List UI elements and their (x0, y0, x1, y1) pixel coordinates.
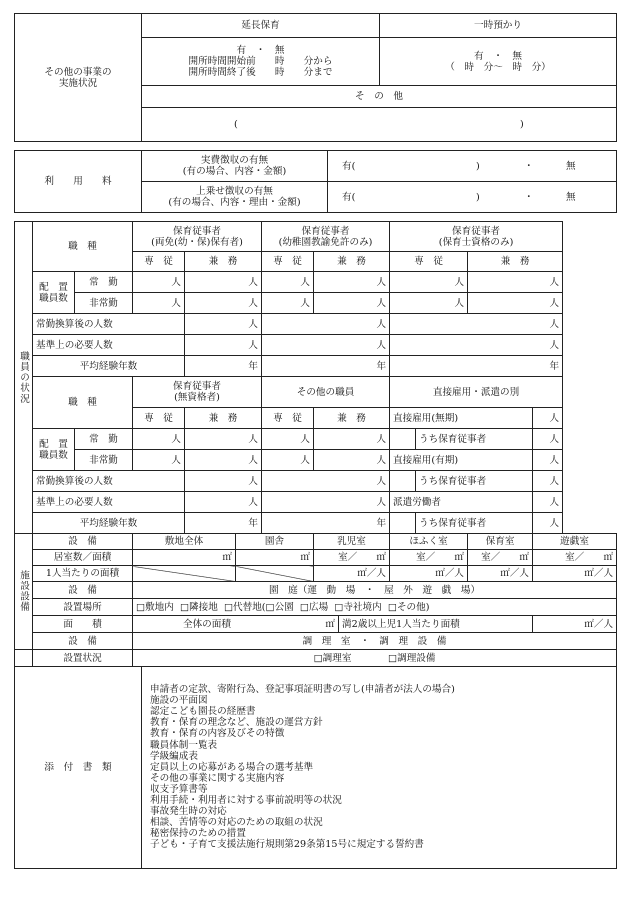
other-field: ( ) (142, 108, 617, 142)
application-form (14, 13, 616, 869)
attachment-item: 秘密保持のための措置 (150, 828, 246, 840)
loc-shrine-checkbox[interactable]: □ 寺社境内 (334, 602, 381, 613)
job-type-label-1: 職 種 (33, 222, 133, 272)
status-label: 設置状況 (33, 650, 133, 667)
col-dual-license: 保育従事者 (両免(幼・保)保有者) (133, 222, 262, 252)
full-time-2: 専 従 (262, 252, 314, 272)
col-unqualified: 保育従事者 (無資格者) (133, 377, 262, 408)
loc-park-checkbox[interactable]: □ 公園 (266, 602, 294, 613)
part-time-1: 非常勤 (75, 293, 133, 314)
job-type-label-2: 職 種 (33, 377, 133, 429)
area-label: 面 積 (33, 616, 133, 633)
ext-after: 開所時間終了後 時 分まで (188, 67, 333, 78)
of-which-care-3: うち保育従事者 (416, 513, 533, 534)
extended-care-detail (142, 38, 380, 86)
fte-label-1: 常勤換算後の人数 (33, 314, 185, 335)
loc-plaza-checkbox[interactable]: □ 広場 (300, 602, 328, 613)
other-header: そ の 他 (142, 86, 617, 108)
attachment-item: その他の事業に関する実施内容 (150, 772, 285, 784)
temp-care-header: 一時預かり (380, 14, 617, 38)
extra-charge-label: 上乗せ徴収の有無 (有の場合、内容・理由・金額) (142, 182, 328, 213)
col-infant-room: 乳児室 (314, 534, 390, 550)
col-building: 園舎 (236, 534, 314, 550)
attachment-item: 教育・保育の理念など、施設の運営方針 (150, 717, 323, 729)
per-person-label: 1人当たりの面積 (33, 566, 133, 582)
attachments-list (142, 667, 617, 868)
facility-section-label: 施設設備 (15, 534, 33, 650)
other-business-label: その他の事業の 実施状況 (15, 14, 142, 142)
actual-cost-label: 実費徴収の有無 (有の場合、内容・金額) (142, 151, 328, 182)
attachment-item: 申請者の定款、寄附行為、登記事項証明書の写し(申請者が法人の場合) (150, 684, 455, 696)
fees-label: 利 用 料 (15, 151, 142, 213)
avg-exp-label-1: 平均経験年数 (33, 356, 185, 377)
col-other-staff: その他の職員 (262, 377, 390, 408)
location-options (133, 599, 617, 616)
col-nursery-room: 保育室 (468, 534, 533, 550)
attachment-item: 認定こども園長の経歴書 (150, 706, 256, 718)
kitchen-options (133, 650, 617, 667)
col-employment-type: 直接雇用・派遣の別 (390, 377, 563, 408)
concurrent-3: 兼 務 (468, 252, 563, 272)
attachment-item: 相談、苦情等の対応のための取組の状況 (150, 817, 323, 829)
loc-on-site-checkbox[interactable]: □ 敷地内 (136, 602, 174, 613)
attachment-item: 定員以上の応募がある場合の選考基準 (150, 761, 314, 773)
staff-facility-table: 職員の状況 職 種 保育従事者 (両免(幼・保)保有者) 保育従事者 (幼稚園教諭免許のみ) 保育従事者 (保育士資格のみ) 専 従 兼 務 専 従 兼 務 専 従 兼 務 配 置 職員数 常 勤 人 人 人 人 人 人 非常勤 人 人 人 人 人 人 常勤換算後の人数 人 人 人 基準上の必要人数 人 人 人 平均経験年数 年 年 年 職 種 保育従事者 (無資格者) その他の職員 直接雇用・派遣の別 専 従 兼 務 専 従 兼 務 直接雇用(無期) 人 配 置 職員数 常 勤 人 人 人 人 うち保育従事者 人 非常勤 人 人 人 人 直接雇用(有期) 人 常勤換算後の人数 人 人 うち保育従事者 人 基準上の必要人数 人 人 派遣労働者 人 平均経験年数 年 年 うち保育従事者 人 施設設備 設 備 敷地全体 園舎 乳児室 ほふく室 保育室 遊戯室 居室数／面積 ㎡ ㎡ 室／ ㎡ 室／ ㎡ 室／ ㎡ 室／ ㎡ 1人当たりの面積 ㎡／人 ㎡／人 ㎡／人 ㎡／人 設 備 園 庭（運 動 場 ・ 屋 外 遊 戯 場） 設置場所 □ 敷地内 □ 隣接地 □ 代替地(□ 公園 □ 広場 □ 寺社境内 □ その他) 面 積 全体の面積 ㎡ 満2歳以上児1人当たり面積 ㎡／人 設 備 調 理 室 ・ 調 理 設 備 設置状況 □ 調理室 □ 調理設備 (14, 221, 617, 667)
attachment-item: 施設の平面図 (150, 695, 208, 707)
regular-1: 常 勤 (75, 272, 133, 293)
attachment-item: 利用手続・利用者に対する事前説明等の状況 (150, 794, 342, 806)
kitchen-equip-checkbox[interactable]: □ 調理設備 (388, 653, 435, 664)
full-time-1: 専 従 (133, 252, 185, 272)
attachment-item: 教育・保育の内容及びその特徴 (150, 728, 285, 740)
of-which-care-1: うち保育従事者 (416, 429, 533, 450)
rooms-area-label: 居室数／面積 (33, 550, 133, 566)
loc-other-checkbox[interactable]: □ その他) (388, 602, 430, 613)
na-site (133, 566, 236, 582)
garden-header: 園 庭（運 動 場 ・ 屋 外 遊 戯 場） (133, 582, 617, 599)
location-label: 設置場所 (33, 599, 133, 616)
attachment-item: 学級編成表 (150, 750, 198, 762)
required-label-1: 基準上の必要人数 (33, 335, 185, 356)
staff-section-label: 職員の状況 (15, 222, 33, 534)
dispatched-workers: 派遣労働者 (390, 492, 533, 513)
fees-table (14, 150, 617, 213)
placement-label-1: 配 置 職員数 (33, 272, 75, 314)
col-crawling-room: ほふく室 (390, 534, 468, 550)
direct-indefinite: 直接雇用(無期) (390, 408, 533, 429)
ext-before: 開所時間開始前 時 分から (188, 56, 333, 67)
attachment-item: 事故発生時の対応 (150, 806, 227, 818)
extended-care-header: 延長保育 (142, 14, 380, 38)
over2-area-label: 満2歳以上児1人当たり面積 (339, 616, 533, 633)
col-site: 敷地全体 (133, 534, 236, 550)
na-building (236, 566, 314, 582)
concurrent-2: 兼 務 (314, 252, 390, 272)
loc-alternate-checkbox[interactable]: □ 代替地( (224, 602, 266, 613)
other-business-table (14, 13, 617, 142)
full-time-3: 専 従 (390, 252, 468, 272)
concurrent-1: 兼 務 (185, 252, 262, 272)
col-kinder-license: 保育従事者 (幼稚園教諭免許のみ) (262, 222, 390, 252)
attachments-label: 添 付 書 類 (15, 667, 142, 868)
of-which-care-2: うち保育従事者 (416, 471, 533, 492)
placement-label-2: 配 置 職員数 (33, 429, 75, 471)
kitchen-header: 調 理 室 ・ 調 理 設 備 (133, 633, 617, 650)
direct-fixed-term: 直接雇用(有期) (390, 450, 533, 471)
total-area-cell: 全体の面積 ㎡ (133, 616, 339, 633)
loc-adjacent-checkbox[interactable]: □ 隣接地 (180, 602, 218, 613)
col-play-room: 遊戯室 (533, 534, 617, 550)
attachment-item: 収支予算書等 (150, 783, 208, 795)
attachment-item: 職員体制一覧表 (150, 739, 218, 751)
equipment-label-1: 設 備 (33, 534, 133, 550)
attachment-item: 子ども・子育て支援法施行規則第29条第15号に規定する誓約書 (150, 839, 424, 851)
ext-yesno: 有 ・ 無 (236, 45, 285, 56)
extra-charge-value: 有( ) ・ 無 (328, 182, 617, 213)
col-nursery-license: 保育従事者 (保育士資格のみ) (390, 222, 563, 252)
kitchen-room-checkbox[interactable]: □ 調理室 (314, 653, 352, 664)
temp-time: （ 時 分〜 時 分） (445, 61, 551, 73)
actual-cost-value: 有( ) ・ 無 (328, 151, 617, 182)
temp-yesno: 有 ・ 無 (474, 50, 522, 62)
attachments-table (14, 667, 617, 869)
temp-care-detail (380, 38, 617, 86)
